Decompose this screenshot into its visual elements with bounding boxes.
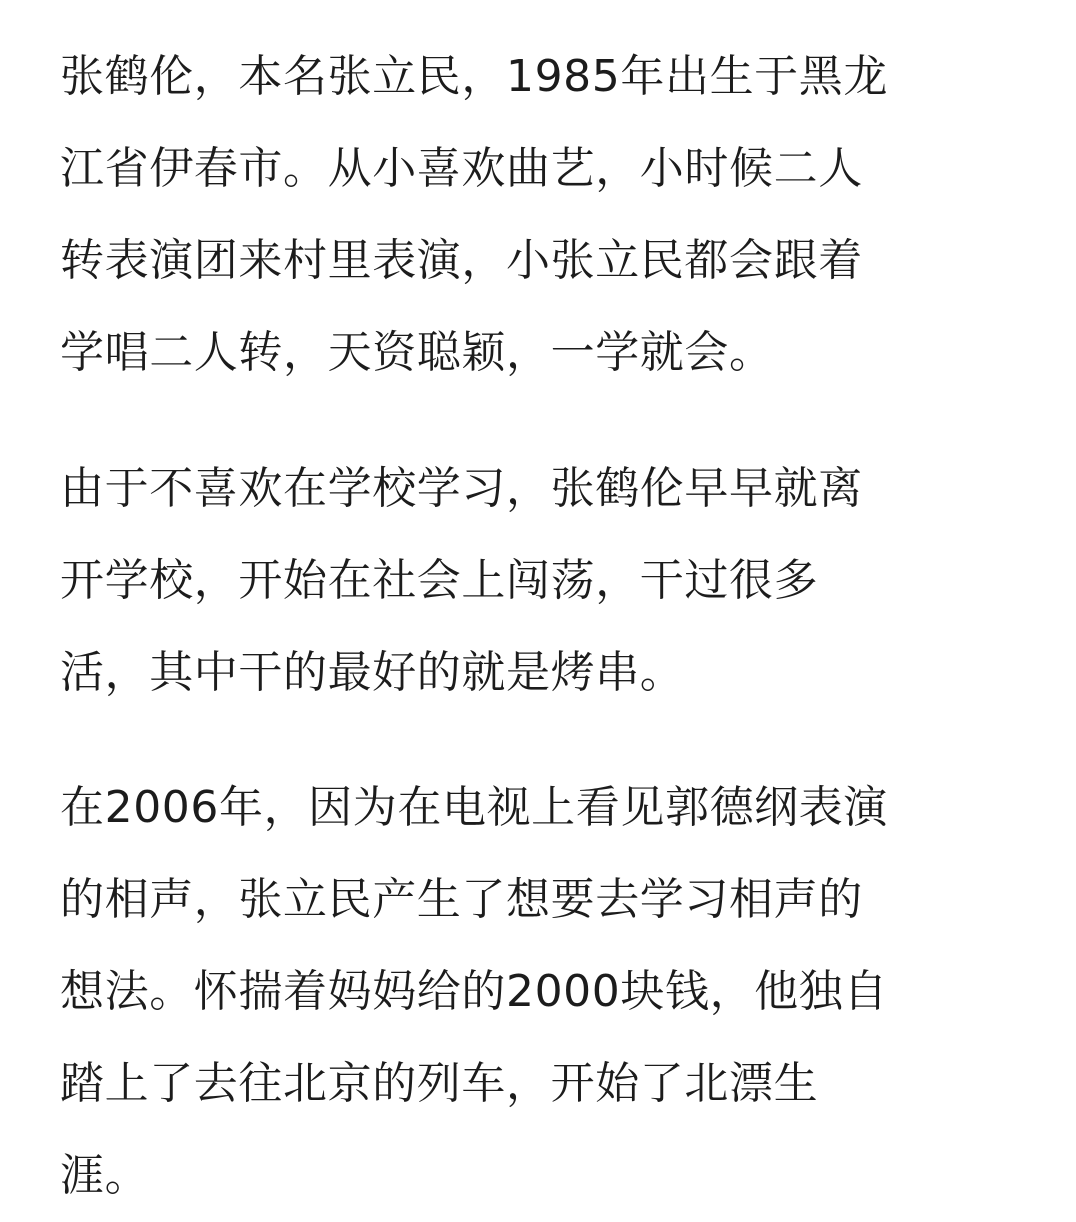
text-line: 江省伊春市。从小喜欢曲艺，小时候二人	[60, 143, 863, 194]
text-line: 涯。	[60, 1150, 150, 1201]
text-line: 学唱二人转，天资聪颖，一学就会。	[60, 327, 774, 378]
text-line: 张鹤伦，本名张立民，1985年出生于黑龙	[60, 51, 888, 102]
text-line: 的相声，张立民产生了想要去学习相声的	[60, 874, 863, 925]
paragraph-2	[60, 443, 863, 719]
paragraph-3	[60, 762, 888, 1222]
paragraph-1	[60, 31, 888, 399]
text-line: 踏上了去往北京的列车，开始了北漂生	[60, 1058, 819, 1109]
text-line: 转表演团来村里表演，小张立民都会跟着	[60, 235, 863, 286]
text-line: 在2006年，因为在电视上看见郭德纲表演	[60, 782, 888, 833]
text-line: 由于不喜欢在学校学习，张鹤伦早早就离	[60, 463, 863, 514]
text-line: 活，其中干的最好的就是烤串。	[60, 647, 685, 698]
text-line: 开学校，开始在社会上闯荡，干过很多	[60, 555, 819, 606]
text-line: 想法。怀揣着妈妈给的2000块钱，他独自	[60, 966, 888, 1017]
